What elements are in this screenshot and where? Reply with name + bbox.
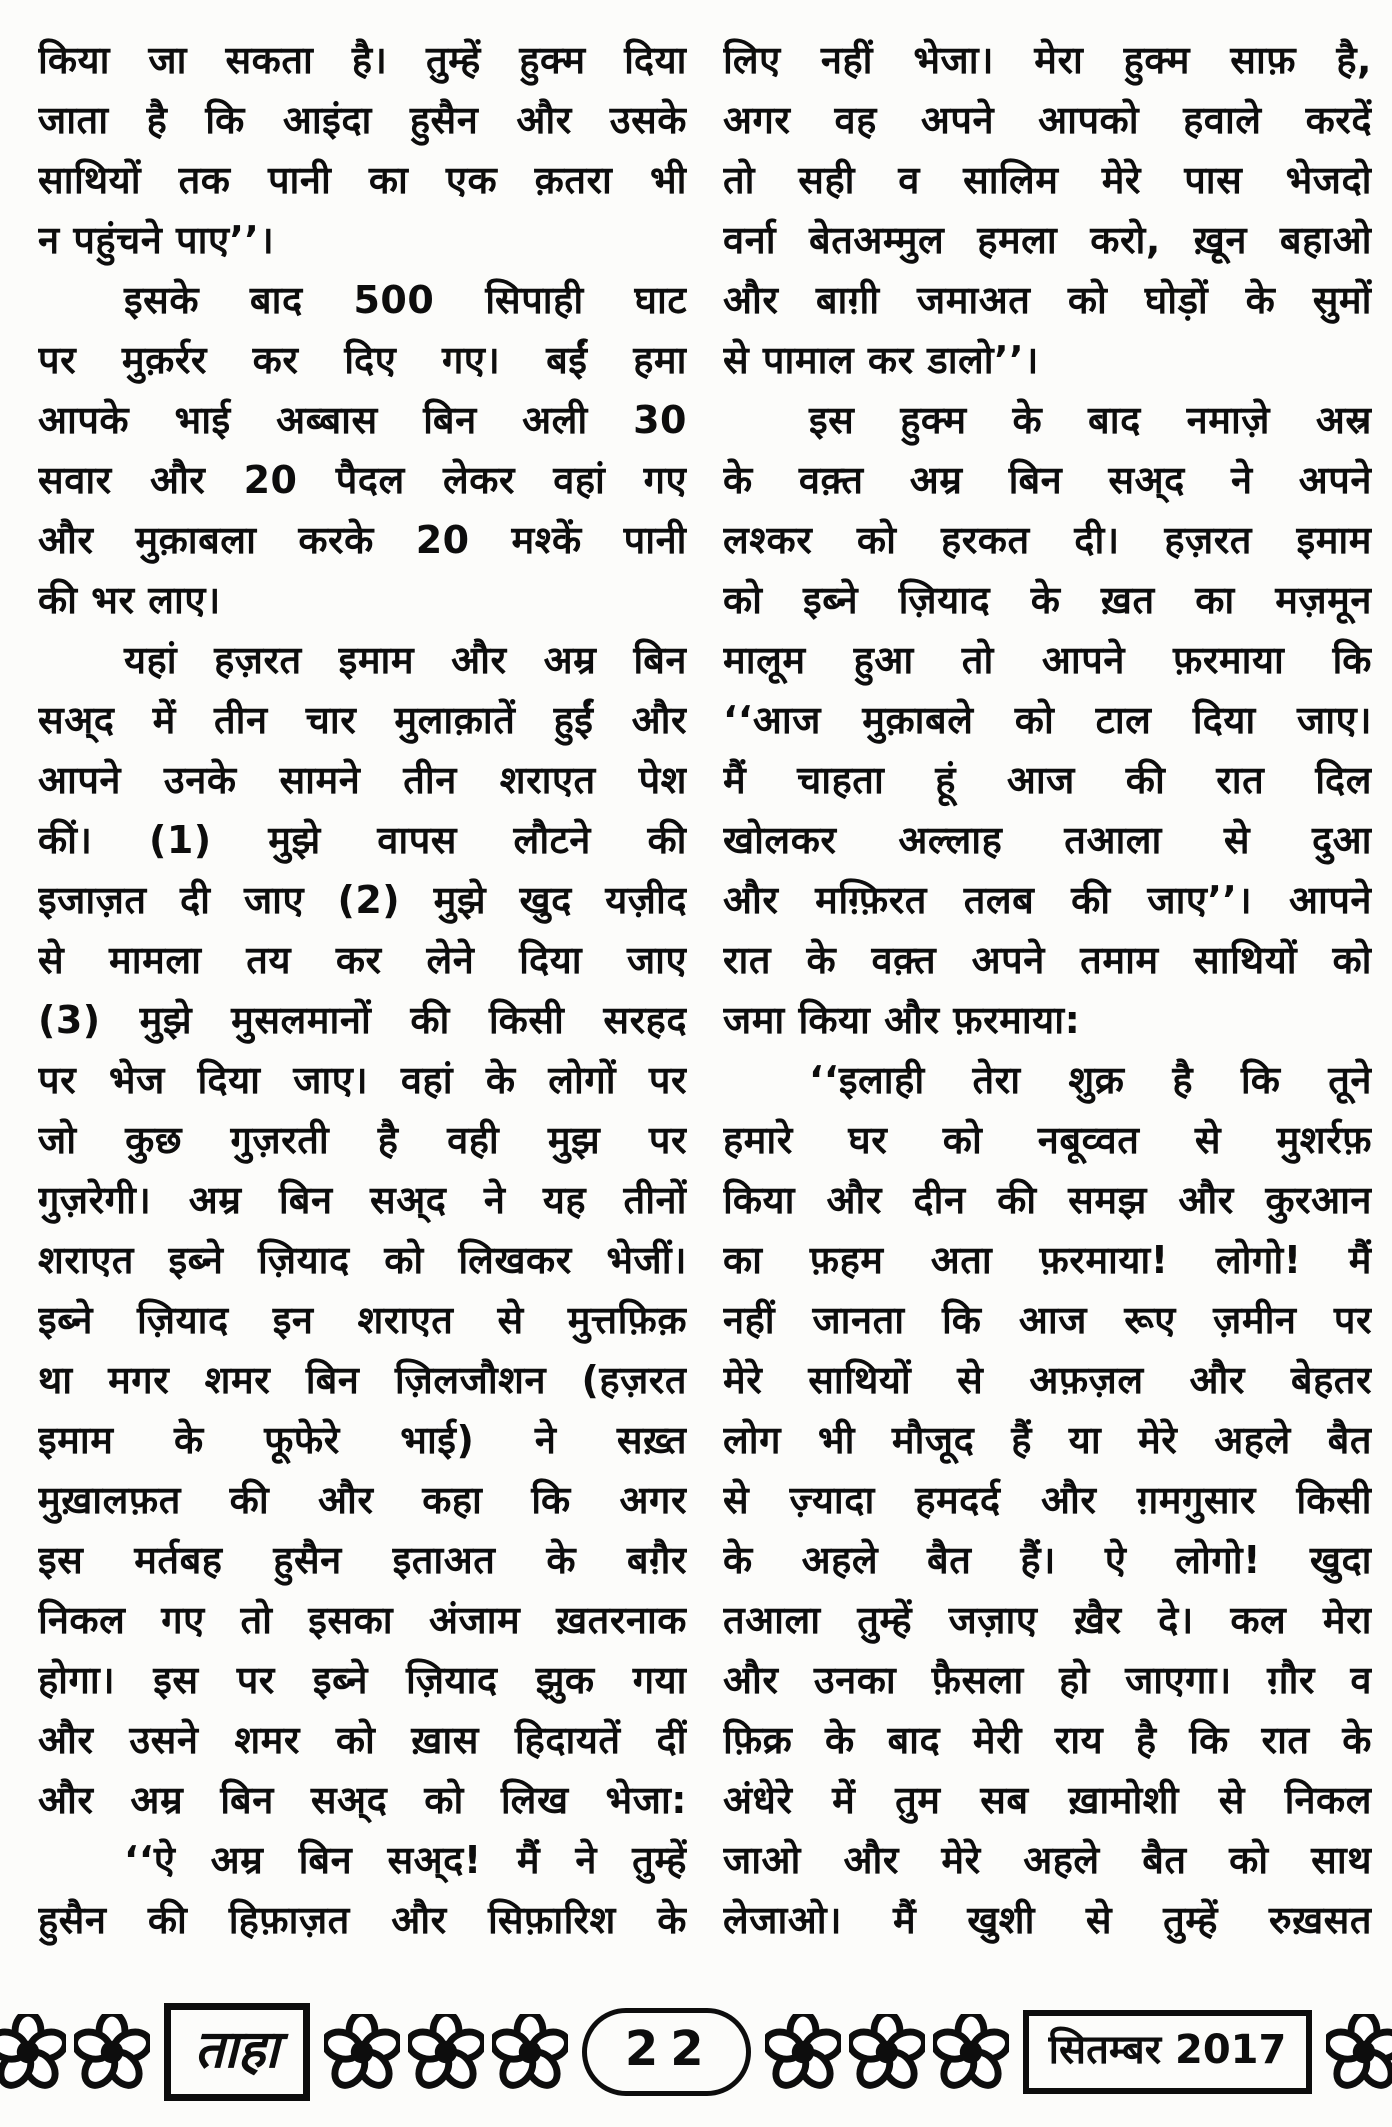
- text-line: (3) मुझे मुसलमानों की किसी सरहद: [38, 998, 687, 1042]
- text-line: किया और दीन की समझ और कुरआन: [723, 1178, 1372, 1222]
- text-line: आपने उनके सामने तीन शराएत पेश: [38, 758, 687, 802]
- text-line: को इब्ने ज़ियाद के ख़त का मज़मून: [723, 578, 1372, 622]
- text-line: न पहुंचने पाए’’।: [38, 218, 275, 262]
- text-line: यहां हज़रत इमाम और अम्र बिन: [124, 638, 687, 682]
- issue-date: सितम्बर 2017: [1048, 2027, 1287, 2074]
- text-line: जमा किया और फ़रमाया:: [723, 998, 1081, 1042]
- page-footer: [0, 2003, 1392, 2101]
- text-line: मैं चाहता हूं आज की रात दिल: [723, 758, 1372, 802]
- text-line: का फ़हम अता फ़रमाया! लोगो! मैं: [723, 1238, 1372, 1282]
- text-line: फ़िक्र के बाद मेरी राय है कि रात के: [723, 1718, 1372, 1762]
- text-line: और उसने शमर को ख़ास हिदायतें दीं: [38, 1718, 687, 1762]
- text-line: मेरे साथियों से अफ़ज़ल और बेहतर: [723, 1358, 1372, 1402]
- text-line: मुख़ालफ़त की और कहा कि अगर: [38, 1478, 687, 1522]
- flower-ornament-icon: [492, 2014, 568, 2090]
- page-number-badge: [582, 2008, 751, 2096]
- text-line: सवार और 20 पैदल लेकर वहां गए: [38, 458, 687, 502]
- text-line: शराएत इब्ने ज़ियाद को लिखकर भेजीं।: [38, 1238, 687, 1282]
- flower-ornament-icon: [324, 2014, 400, 2090]
- text-line: लोग भी मौजूद हैं या मेरे अहले बैत: [723, 1418, 1372, 1462]
- text-line: से ज़्यादा हमदर्द और ग़मगुसार किसी: [723, 1478, 1372, 1522]
- text-line: इब्ने ज़ियाद इन शराएत से मुत्तफ़िक़: [38, 1298, 687, 1342]
- text-line: से पामाल कर डालो’’।: [723, 338, 1039, 382]
- text-line: तआला तुम्हें जज़ाए ख़ैर दे। कल मेरा: [723, 1598, 1372, 1642]
- flower-ornament-icon: [408, 2014, 484, 2090]
- text-line: ‘‘ऐ अम्र बिन सअ्द! मैं ने तुम्हें: [124, 1838, 687, 1882]
- text-line: अंधेरे में तुम सब ख़ामोशी से निकल: [723, 1778, 1372, 1822]
- flower-ornament-icon: [849, 2014, 925, 2090]
- text-line: तो सही व सालिम मेरे पास भेजदो: [723, 158, 1372, 202]
- text-line: साथियों तक पानी का एक क़तरा भी: [38, 158, 687, 202]
- text-line: से मामला तय कर लेने दिया जाए: [38, 938, 687, 982]
- text-line: और अम्र बिन सअ्द को लिख भेजा:: [38, 1778, 687, 1822]
- magazine-title-box: [164, 2003, 310, 2101]
- text-line: गुज़रेगी। अम्र बिन सअ्द ने यह तीनों: [38, 1178, 687, 1222]
- text-line: पर भेज दिया जाए। वहां के लोगों पर: [38, 1058, 687, 1102]
- text-line: वर्ना बेतअम्मुल हमला करो, ख़ून बहाओ: [723, 218, 1372, 262]
- text-line: जाता है कि आइंदा हुसैन और उसके: [38, 98, 687, 142]
- text-line: और मग़्फ़िरत तलब की जाए’’। आपने: [723, 878, 1372, 922]
- text-line: रात के वक़्त अपने तमाम साथियों को: [723, 938, 1372, 982]
- magazine-title: ताहा: [194, 2019, 279, 2081]
- text-line: ‘‘इलाही तेरा शुक्र है कि तूने: [809, 1058, 1372, 1102]
- text-line: की भर लाए।: [38, 578, 221, 622]
- left-column: [38, 30, 687, 1950]
- text-line: और बाग़ी जमाअत को घोड़ों के सुमों: [723, 278, 1372, 322]
- text-line: खोलकर अल्लाह तआला से दुआ: [723, 818, 1372, 862]
- text-line: लिए नहीं भेजा। मेरा हुक्म साफ़ है,: [723, 38, 1372, 82]
- text-line: जाओ और मेरे अहले बैत को साथ: [723, 1838, 1372, 1882]
- text-line: मालूम हुआ तो आपने फ़रमाया कि: [723, 638, 1372, 682]
- text-line: जो कुछ गुज़रती है वही मुझ पर: [38, 1118, 687, 1162]
- text-line: के वक़्त अम्र बिन सअ्द ने अपने: [723, 458, 1372, 502]
- text-line: इस हुक्म के बाद नमाज़े अस्र: [809, 398, 1372, 442]
- right-column: [723, 30, 1372, 1950]
- text-line: हुसैन की हिफ़ाज़त और सिफ़ारिश के: [38, 1898, 687, 1942]
- text-line: कीं। (1) मुझे वापस लौटने की: [38, 818, 687, 862]
- flower-ornament-icon: [74, 2014, 150, 2090]
- text-line: किया जा सकता है। तुम्हें हुक्म दिया: [38, 38, 687, 82]
- text-line: इस मर्तबह हुसैन इताअत के बग़ैर: [38, 1538, 687, 1582]
- text-line: और मुक़ाबला करके 20 मश्कें पानी: [38, 518, 687, 562]
- flower-ornament-icon: [0, 2014, 66, 2090]
- text-line: अगर वह अपने आपको हवाले करदें: [723, 98, 1372, 142]
- text-line: इमाम के फूफेरे भाई) ने सख़्त: [38, 1418, 687, 1462]
- flower-ornament-icon: [933, 2014, 1009, 2090]
- text-line: निकल गए तो इसका अंजाम ख़तरनाक: [38, 1598, 687, 1642]
- text-line: ‘‘आज मुक़ाबले को टाल दिया जाए।: [723, 698, 1372, 742]
- text-line: पर मुक़र्रर कर दिए गए। बईं हमा: [38, 338, 687, 382]
- text-line: लेजाओ। मैं खुशी से तुम्हें रुख़सत: [723, 1898, 1372, 1942]
- text-line: होगा। इस पर इब्ने ज़ियाद झुक गया: [38, 1658, 687, 1702]
- text-line: सअ्द में तीन चार मुलाक़ातें हुईं और: [38, 698, 687, 742]
- page-number: 22: [624, 2021, 716, 2078]
- text-line: लश्कर को हरकत दी। हज़रत इमाम: [723, 518, 1372, 562]
- flower-ornament-icon: [1326, 2014, 1392, 2090]
- text-line: और उनका फ़ैसला हो जाएगा। ग़ौर व: [723, 1658, 1372, 1702]
- text-line: के अहले बैत हैं। ऐ लोगो! खुदा: [723, 1538, 1372, 1582]
- issue-date-box: [1023, 2010, 1313, 2094]
- text-line: नहीं जानता कि आज रूए ज़मीन पर: [723, 1298, 1372, 1342]
- text-line: इसके बाद 500 सिपाही घाट: [124, 278, 687, 322]
- text-line: आपके भाई अब्बास बिन अली 30: [38, 398, 687, 442]
- text-line: इजाज़त दी जाए (2) मुझे खुद यज़ीद: [38, 878, 687, 922]
- text-line: था मगर शमर बिन ज़िलजौशन (हज़रत: [38, 1358, 687, 1402]
- flower-ornament-icon: [765, 2014, 841, 2090]
- text-line: हमारे घर को नबूव्वत से मुशर्रफ़: [723, 1118, 1372, 1162]
